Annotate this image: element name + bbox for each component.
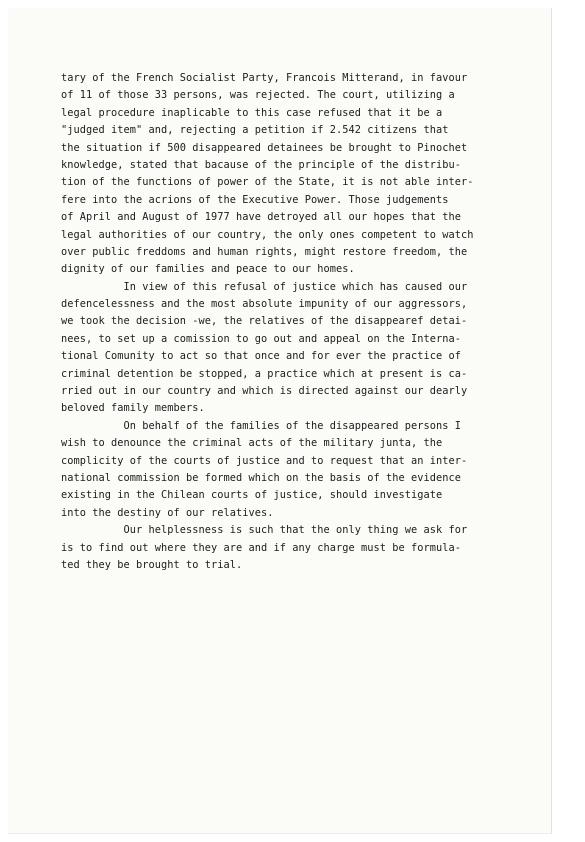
document-body — [61, 70, 541, 574]
text-line: tary of the French Socialist Party, Francois Mitterand, in favour — [61, 72, 468, 84]
text-line: legal authorities of our country, the only ones competent to watch — [61, 228, 474, 241]
text-line: is to find out where they are and if any charge must be formula- — [61, 541, 461, 554]
text-line: On behalf of the families of the disappeared persons I — [61, 419, 461, 432]
text-line: wish to denounce the criminal acts of the military junta, the — [61, 437, 443, 450]
text-line: legal procedure inaplicable to this case refused that it be a — [61, 106, 443, 119]
text-line: fere into the acrions of the Executive Power. Those judgements — [61, 193, 449, 206]
text-line: rried out in our country and which is directed against our dearly — [61, 385, 468, 398]
text-line: complicity of the courts of justice and to request that an inter- — [61, 454, 468, 467]
text-line: the situation if 500 disappeared detainees be brought to Pinochet — [61, 141, 468, 154]
text-line: "judged item" and, rejecting a petition if 2.542 citizens that — [61, 124, 449, 137]
text-line: national commission be formed which on the basis of the evidence — [61, 471, 461, 484]
paragraph-4 — [61, 522, 541, 574]
paragraph-1 — [61, 70, 541, 279]
document-page — [8, 8, 552, 834]
text-line: into the destiny of our relatives. — [61, 506, 274, 519]
text-line: defencelessness and the most absolute impunity of our aggressors, — [61, 298, 468, 311]
text-line: In view of this refusal of justice which has caused our — [61, 280, 468, 293]
text-line: of 11 of those 33 persons, was rejected. The court, utilizing a — [61, 89, 455, 102]
text-line: criminal detention be stopped, a practice which at present is ca- — [61, 367, 468, 380]
text-line: tion of the functions of power of the State, it is not able inter- — [61, 176, 474, 189]
text-line: knowledge, stated that bacause of the principle of the distribu- — [61, 158, 461, 171]
text-line: existing in the Chilean courts of justice, should investigate — [61, 489, 443, 502]
paragraph-3 — [61, 418, 541, 522]
paragraph-2 — [61, 279, 541, 418]
text-line: over public freddoms and human rights, might restore freedom, the — [61, 245, 468, 258]
text-line: dignity of our families and peace to our homes. — [61, 263, 355, 276]
text-line: of April and August of 1977 have detroyed all our hopes that the — [61, 211, 461, 224]
text-line: tional Comunity to act so that once and for ever the practice of — [61, 350, 461, 363]
text-line: nees, to set up a comission to go out and appeal on the Interna- — [61, 332, 461, 345]
text-line: beloved family members. — [61, 402, 205, 415]
text-line: we took the decision -we, the relatives of the disappearef detai- — [61, 315, 468, 328]
text-line: Our helplessness is such that the only thing we ask for — [61, 524, 468, 537]
text-line: ted they be brought to trial. — [61, 558, 243, 571]
